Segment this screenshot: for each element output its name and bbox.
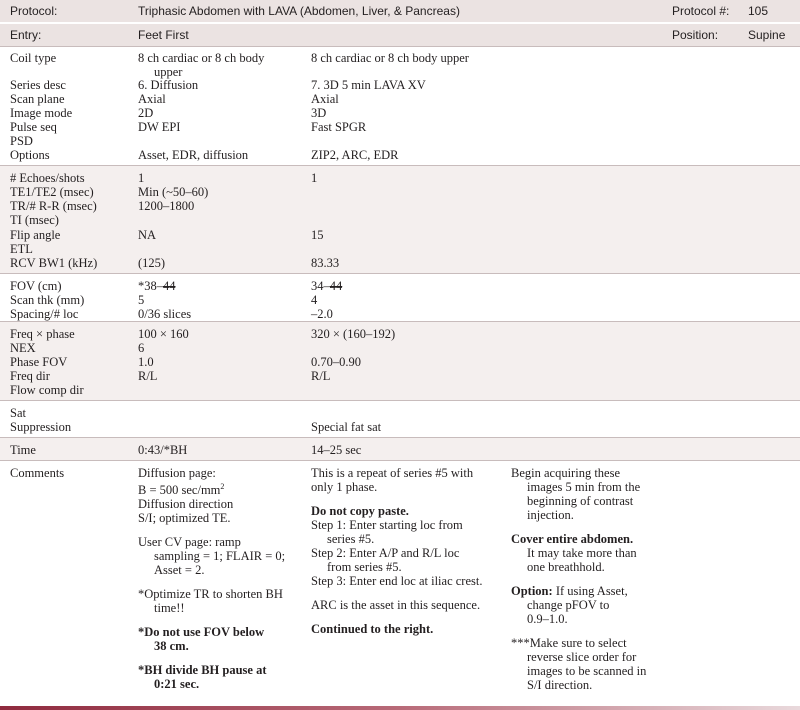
scan-plane-label: Scan plane: [10, 92, 65, 106]
freq-dir-label: Freq dir: [10, 369, 50, 383]
options-s1: Asset, EDR, diffusion: [138, 148, 249, 162]
psd-label: PSD: [10, 134, 33, 148]
comment-text: images to be scanned in: [527, 664, 647, 678]
te-label: TE1/TE2 (msec): [10, 185, 94, 199]
section-acquisition: [0, 47, 800, 165]
fov-s2-struck: 44: [329, 279, 343, 293]
section-time: [0, 438, 800, 460]
nex-s1: 6: [138, 341, 145, 355]
nex-label: NEX: [10, 341, 36, 355]
ti-label: TI (msec): [10, 213, 59, 227]
spacing-s1: 0/36 slices: [138, 307, 192, 321]
te-s1: Min (~50–60): [138, 185, 209, 199]
comment-text: change pFOV to: [527, 598, 610, 612]
comment-text: images 5 min from the: [527, 480, 641, 494]
divider: [0, 165, 800, 166]
divider: [0, 437, 800, 438]
echoes-label: # Echoes/shots: [10, 171, 85, 185]
image-mode-s2: 3D: [311, 106, 327, 120]
spacing-label: Spacing/# loc: [10, 307, 79, 321]
flow-comp-label: Flow comp dir: [10, 383, 84, 397]
freq-phase-s1: 100 × 160: [138, 327, 189, 341]
fov-s1-value: *38–: [138, 279, 163, 293]
echoes-s1: 1: [138, 171, 145, 185]
pulse-seq-s1: DW EPI: [138, 120, 181, 134]
spacing-s2: –2.0: [311, 307, 333, 321]
position-label: Position:: [672, 28, 719, 42]
flip-angle-s1: NA: [138, 228, 157, 242]
comment-text: sampling = 1; FLAIR = 0;: [154, 549, 286, 564]
footer-accent-bar: [0, 706, 800, 710]
fov-s2-value: 34–: [311, 279, 330, 293]
comments-column-3: [511, 466, 691, 702]
comment-text: Step 1: Enter starting loc from: [311, 518, 463, 532]
protocol-value: Triphasic Abdomen with LAVA (Abdomen, Liver, & Pancreas): [138, 4, 460, 18]
comment-text: Asset = 2.: [154, 563, 205, 578]
comment-warning: 0:21 sec.: [154, 677, 200, 692]
time-label: Time: [10, 443, 36, 457]
protocol-label: Protocol:: [10, 4, 58, 18]
divider: [0, 273, 800, 274]
comment-text: Diffusion page:: [138, 466, 216, 480]
comment-text: S/I; optimized TE.: [138, 511, 231, 526]
time-s2: 14–25 sec: [311, 443, 362, 457]
comment-text: This is a repeat of series #5 with: [311, 466, 474, 480]
coil-type-s1: 8 ch cardiac or 8 ch body: [138, 51, 265, 65]
fov-label: FOV (cm): [10, 279, 62, 293]
comment-warning: *Do not use FOV below: [138, 625, 265, 640]
phase-fov-label: Phase FOV: [10, 355, 68, 369]
comment-continued: Continued to the right.: [311, 622, 434, 636]
flip-angle-s2: 15: [311, 228, 324, 242]
series-desc-s2: 7. 3D 5 min LAVA XV: [311, 78, 426, 92]
rcv-bw-s2: 83.33: [311, 256, 340, 270]
comment-text: It may take more than: [527, 546, 637, 560]
pulse-seq-s2: Fast SPGR: [311, 120, 367, 134]
comment-text: from series #5.: [327, 560, 402, 574]
coil-type-s2: 8 ch cardiac or 8 ch body upper: [311, 51, 469, 65]
scan-plane-s2: Axial: [311, 92, 339, 106]
comment-text: series #5.: [327, 532, 375, 546]
section-matrix: [0, 322, 800, 400]
entry-header-row: [0, 24, 800, 46]
divider: [0, 400, 800, 401]
comment-text: Begin acquiring these: [511, 466, 620, 480]
comment-text: S/I direction.: [527, 678, 593, 692]
rcv-bw-s1: (125): [138, 256, 166, 270]
flip-angle-label: Flip angle: [10, 228, 61, 242]
rcv-bw-label: RCV BW1 (kHz): [10, 256, 98, 270]
options-s2: ZIP2, ARC, EDR: [311, 148, 399, 162]
comment-text: User CV page: ramp: [138, 535, 241, 550]
comment-text: [138, 480, 328, 497]
sat-label: Sat: [10, 406, 26, 420]
phase-fov-s2: 0.70–0.90: [311, 355, 361, 369]
section-comments: [0, 461, 800, 706]
tr-label: TR/# R-R (msec): [10, 199, 97, 213]
freq-phase-s2: 320 × (160–192): [311, 327, 396, 341]
image-mode-label: Image mode: [10, 106, 73, 120]
comment-warning: *BH divide BH pause at: [138, 663, 267, 678]
section-saturation: [0, 401, 800, 437]
comment-text: one breathhold.: [527, 560, 605, 574]
freq-dir-s2: R/L: [311, 369, 331, 383]
freq-phase-label: Freq × phase: [10, 327, 75, 341]
divider: [0, 321, 800, 322]
scan-thk-s1: 5: [138, 293, 145, 307]
comments-column-1: [138, 466, 328, 701]
image-mode-s1: 2D: [138, 106, 154, 120]
suppression-s2: Special fat sat: [311, 420, 382, 434]
comment-text: Step 2: Enter A/P and R/L loc: [311, 546, 460, 560]
protocol-header-row: [0, 0, 800, 22]
divider: [0, 46, 800, 47]
entry-label: Entry:: [10, 28, 42, 42]
echoes-s2: 1: [311, 171, 318, 185]
time-s1: 0:43/*BH: [138, 443, 188, 457]
comment-option-label: Option:: [511, 584, 553, 598]
comment-text: beginning of contrast: [527, 494, 634, 508]
tr-s1: 1200–1800: [138, 199, 195, 213]
comment-text: time!!: [154, 601, 185, 616]
comment-text: Step 3: Enter end loc at iliac crest.: [311, 574, 483, 588]
phase-fov-s1: 1.0: [138, 355, 154, 369]
series-desc-label: Series desc: [10, 78, 66, 92]
series-desc-s1: 6. Diffusion: [138, 78, 199, 92]
freq-dir-s1: R/L: [138, 369, 158, 383]
coil-type-label: Coil type: [10, 51, 57, 65]
comment-warning: 38 cm.: [154, 639, 189, 654]
etl-label: ETL: [10, 242, 33, 256]
position-value: Supine: [748, 28, 786, 42]
comment-text: reverse slice order for: [527, 650, 637, 664]
protocol-number-label: Protocol #:: [672, 4, 730, 18]
comment-superscript: 2: [220, 482, 225, 491]
fov-s1-struck: 44: [163, 279, 176, 293]
comment-text: Diffusion direction: [138, 497, 234, 512]
comment-text: only 1 phase.: [311, 480, 378, 494]
comment-text: injection.: [527, 508, 574, 522]
scan-thk-s2: 4: [311, 293, 318, 307]
comment-warning: Cover entire abdomen.: [511, 532, 634, 546]
fov-s1: [138, 279, 176, 293]
comment-text: If using Asset,: [552, 584, 628, 598]
comments-column-2: [311, 466, 506, 646]
comment-text: *Optimize TR to shorten BH: [138, 587, 283, 602]
comment-text: ***Make sure to select: [511, 636, 627, 650]
comment-text: ARC is the asset in this sequence.: [311, 598, 481, 612]
comment-text: 0.9–1.0.: [527, 612, 568, 626]
comment-warning: Do not copy paste.: [311, 504, 409, 518]
options-label: Options: [10, 148, 50, 162]
scan-plane-s1: Axial: [138, 92, 166, 106]
fov-s2: [311, 279, 342, 293]
suppression-label: Suppression: [10, 420, 72, 434]
section-geometry: [0, 274, 800, 321]
scan-thk-label: Scan thk (mm): [10, 293, 85, 307]
pulse-seq-label: Pulse seq: [10, 120, 57, 134]
comments-label: Comments: [10, 466, 65, 480]
comment-text: [511, 584, 691, 598]
protocol-number-value: 105: [748, 4, 769, 18]
entry-value: Feet First: [138, 28, 189, 42]
comment-text: B = 500 sec/mm: [138, 483, 221, 498]
section-timing: [0, 166, 800, 273]
coil-type-s1-cont: upper: [154, 65, 183, 79]
